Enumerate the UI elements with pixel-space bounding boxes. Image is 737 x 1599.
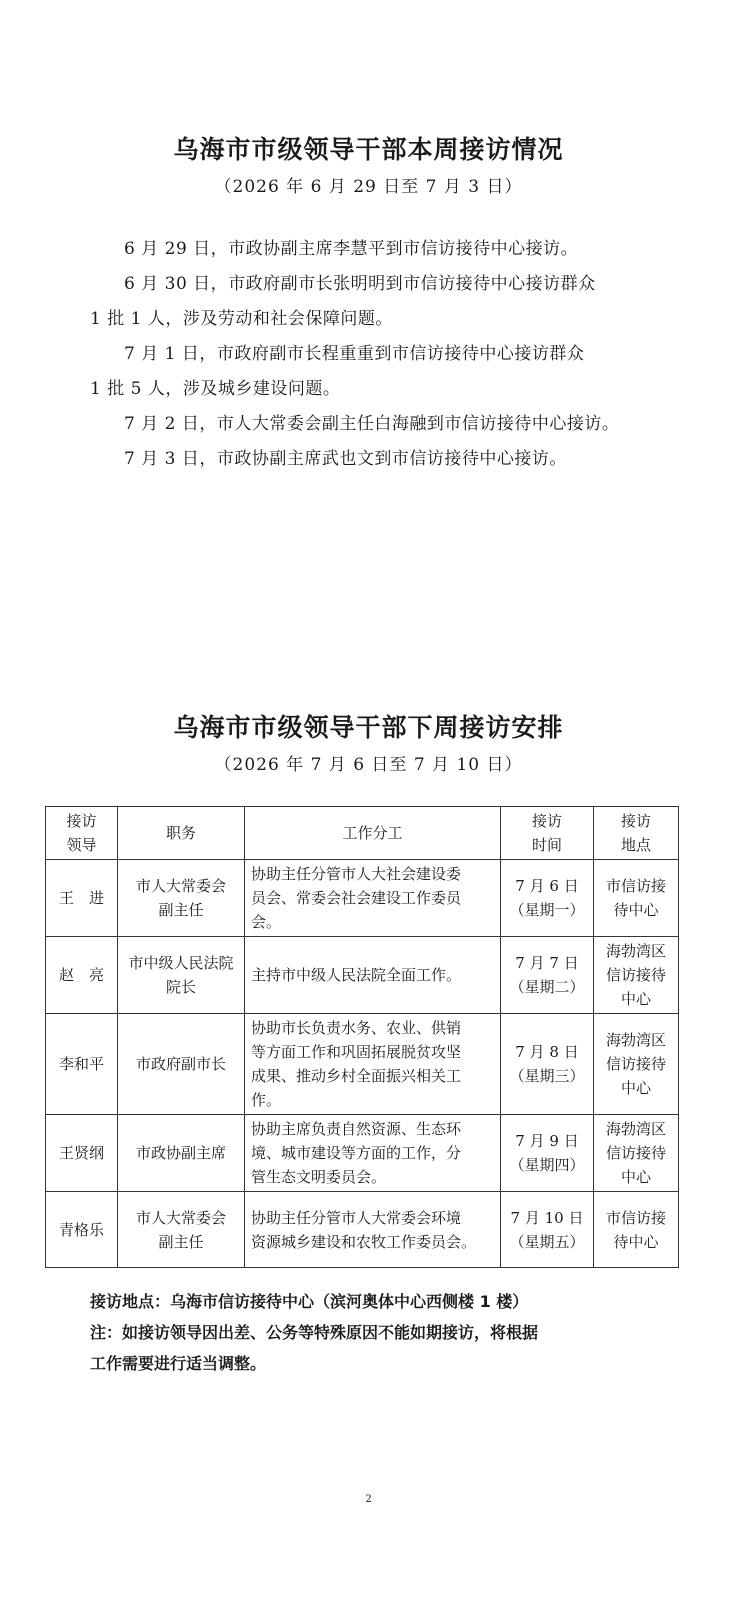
report-paragraph: 6 月 30 日，市政府副市长张明明到市信访接待中心接访群众 xyxy=(124,274,596,294)
position-cell: 市人大常委会 副主任 xyxy=(118,860,245,937)
duty-cell: 协助市长负责水务、农业、供销 等方面工作和巩固拓展脱贫攻坚 成果、推动乡村全面振兴相关工 作。 xyxy=(245,1014,501,1115)
table-row xyxy=(46,1014,679,1115)
position-cell: 市中级人民法院 院长 xyxy=(118,937,245,1014)
note-line: 工作需要进行适当调整。 xyxy=(90,1354,267,1373)
leader-name-cell: 赵 亮 xyxy=(46,937,118,1014)
table-row xyxy=(46,1192,679,1268)
place-cell: 海勃湾区 信访接待 中心 xyxy=(594,1014,679,1115)
table-row xyxy=(46,1115,679,1192)
duty-cell: 主持市中级人民法院全面工作。 xyxy=(245,937,501,1014)
place-cell: 海勃湾区 信访接待 中心 xyxy=(594,1115,679,1192)
report-paragraph: 7 月 1 日，市政府副市长程重重到市信访接待中心接访群众 xyxy=(124,344,585,364)
place-cell: 市信访接 待中心 xyxy=(594,860,679,937)
report-body xyxy=(90,232,650,477)
header-time: 接访 时间 xyxy=(501,807,594,860)
schedule-date-range: （2026 年 7 月 6 日至 7 月 10 日） xyxy=(214,755,523,775)
position-cell: 市人大常委会 副主任 xyxy=(118,1192,245,1268)
report-paragraph-continuation: 1 批 1 人，涉及劳动和社会保障问题。 xyxy=(90,309,393,329)
schedule-title: 乌海市市级领导干部下周接访安排 xyxy=(173,713,564,742)
report-paragraph: 6 月 29 日，市政协副主席李慧平到市信访接待中心接访。 xyxy=(124,239,579,259)
header-position: 职务 xyxy=(118,807,245,860)
time-cell: 7 月 9 日 （星期四） xyxy=(501,1115,594,1192)
table-row xyxy=(46,937,679,1014)
page-number: 2 xyxy=(365,1494,372,1505)
place-cell: 海勃湾区 信访接待 中心 xyxy=(594,937,679,1014)
header-place: 接访 地点 xyxy=(594,807,679,860)
duty-cell: 协助主席负责自然资源、生态环 境、城市建设等方面的工作，分 管生态文明委员会。 xyxy=(245,1115,501,1192)
leader-name-cell: 王 进 xyxy=(46,860,118,937)
report-paragraph-continuation: 1 批 5 人，涉及城乡建设问题。 xyxy=(90,379,341,399)
leader-name-cell: 王贤纲 xyxy=(46,1115,118,1192)
footer-notes xyxy=(90,1286,660,1379)
time-cell: 7 月 10 日 （星期五） xyxy=(501,1192,594,1268)
schedule-table xyxy=(45,806,679,1268)
time-cell: 7 月 8 日 （星期三） xyxy=(501,1014,594,1115)
duty-cell: 协助主任分管市人大常委会环境 资源城乡建设和农牧工作委员会。 xyxy=(245,1192,501,1268)
duty-cell: 协助主任分管市人大社会建设委 员会、常委会社会建设工作委员 会。 xyxy=(245,860,501,937)
report-date-range: （2026 年 6 月 29 日至 7 月 3 日） xyxy=(214,177,523,197)
header-leader: 接访 领导 xyxy=(46,807,118,860)
note-line: 注：如接访领导因出差、公务等特殊原因不能如期接访，将根据 xyxy=(90,1323,539,1342)
leader-name-cell: 李和平 xyxy=(46,1014,118,1115)
table-header-row xyxy=(46,807,679,860)
leader-name-cell: 青格乐 xyxy=(46,1192,118,1268)
position-cell: 市政府副市长 xyxy=(118,1014,245,1115)
header-duty: 工作分工 xyxy=(245,807,501,860)
time-cell: 7 月 7 日 （星期二） xyxy=(501,937,594,1014)
schedule-rows xyxy=(46,860,679,1268)
place-cell: 市信访接 待中心 xyxy=(594,1192,679,1268)
reception-location: 接访地点：乌海市信访接待中心（滨河奥体中心西侧楼 1 楼） xyxy=(90,1292,529,1311)
position-cell: 市政协副主席 xyxy=(118,1115,245,1192)
report-title: 乌海市市级领导干部本周接访情况 xyxy=(173,135,564,164)
table-row xyxy=(46,860,679,937)
time-cell: 7 月 6 日 （星期一） xyxy=(501,860,594,937)
report-paragraph: 7 月 2 日，市人大常委会副主任白海融到市信访接待中心接访。 xyxy=(124,414,620,434)
report-paragraph: 7 月 3 日，市政协副主席武也文到市信访接待中心接访。 xyxy=(124,449,567,469)
